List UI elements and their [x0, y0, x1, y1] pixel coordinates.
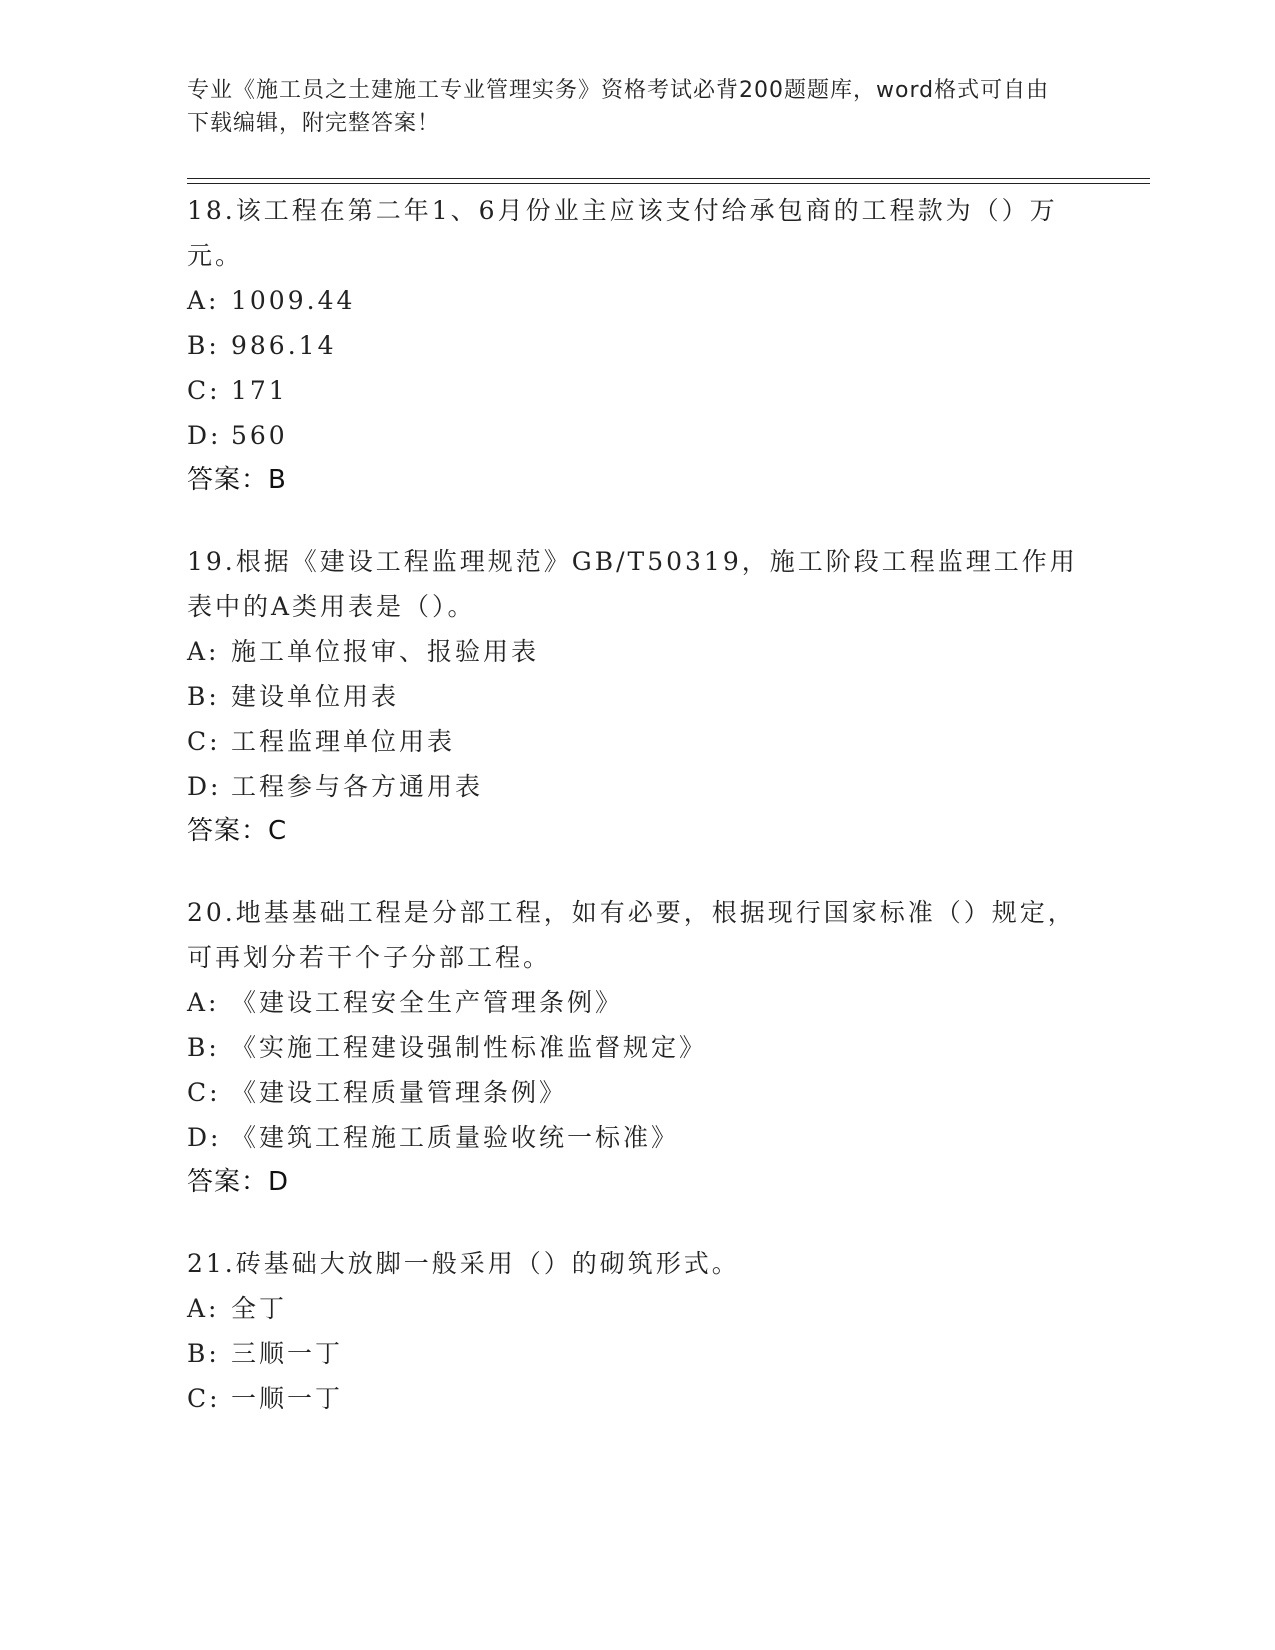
- question-19: [187, 539, 1087, 854]
- question-stem: 19.根据《建设工程监理规范》GB/T50319，施工阶段工程监理工作用表中的A类用表是（）。: [187, 547, 1078, 621]
- option-letter: A:: [187, 637, 220, 666]
- option-text: 1009.44: [231, 286, 356, 315]
- option-text: 一顺一丁: [231, 1384, 344, 1413]
- option-text: 三顺一丁: [231, 1339, 344, 1368]
- option-letter: B:: [187, 331, 220, 360]
- option-d: [187, 764, 1087, 809]
- option-text: 986.14: [231, 331, 337, 360]
- option-letter: D:: [187, 772, 222, 801]
- option-text: 560: [231, 421, 288, 450]
- option-letter: D:: [187, 421, 222, 450]
- question-stem: 20.地基基础工程是分部工程，如有必要，根据现行国家标准（）规定，可再划分若干个子分部工程。: [187, 898, 1076, 972]
- option-text: 工程参与各方通用表: [231, 772, 484, 801]
- header-divider-top: [187, 178, 1150, 179]
- question-21: [187, 1241, 1087, 1421]
- option-d: [187, 1115, 1087, 1160]
- option-text: 建设单位用表: [231, 682, 400, 711]
- option-c: [187, 1376, 1087, 1421]
- option-a: [187, 1286, 1087, 1331]
- option-b: [187, 674, 1087, 719]
- question-20: [187, 890, 1087, 1205]
- option-letter: B:: [187, 682, 220, 711]
- option-text: 全丁: [231, 1294, 288, 1323]
- answer-line: 答案：D: [187, 1167, 290, 1197]
- option-a: [187, 278, 1087, 323]
- option-text: 《建设工程质量管理条例》: [231, 1078, 568, 1107]
- option-b: [187, 1331, 1087, 1376]
- option-c: [187, 1070, 1087, 1115]
- option-a: [187, 629, 1087, 674]
- answer-line: 答案：B: [187, 465, 287, 495]
- document-header: 专业《施工员之土建施工专业管理实务》资格考试必背200题题库，word格式可自由下载编辑，附完整答案！: [187, 78, 1050, 136]
- question-list: [187, 188, 1087, 1457]
- option-letter: D:: [187, 1123, 222, 1152]
- option-text: 施工单位报审、报验用表: [231, 637, 540, 666]
- question-stem: 18.该工程在第二年1、6月份业主应该支付给承包商的工程款为（）万元。: [187, 196, 1058, 270]
- option-text: 171: [231, 376, 288, 405]
- question-stem: 21.砖基础大放脚一般采用（）的砌筑形式。: [187, 1249, 740, 1278]
- option-letter: C:: [187, 727, 221, 756]
- option-d: [187, 413, 1087, 458]
- option-c: [187, 368, 1087, 413]
- option-letter: C:: [187, 1078, 221, 1107]
- option-letter: B:: [187, 1339, 220, 1368]
- question-18: [187, 188, 1087, 503]
- option-text: 《建筑工程施工质量验收统一标准》: [231, 1123, 680, 1152]
- option-c: [187, 719, 1087, 764]
- option-letter: C:: [187, 1384, 221, 1413]
- option-b: [187, 323, 1087, 368]
- header-divider-bottom: [187, 183, 1150, 184]
- option-text: 《建设工程安全生产管理条例》: [231, 988, 624, 1017]
- option-letter: A:: [187, 1294, 220, 1323]
- option-letter: B:: [187, 1033, 220, 1062]
- option-text: 工程监理单位用表: [231, 727, 456, 756]
- option-b: [187, 1025, 1087, 1070]
- option-a: [187, 980, 1087, 1025]
- answer-line: 答案：C: [187, 816, 288, 846]
- option-text: 《实施工程建设强制性标准监督规定》: [231, 1033, 708, 1062]
- option-letter: A:: [187, 286, 220, 315]
- option-letter: A:: [187, 988, 220, 1017]
- option-letter: C:: [187, 376, 221, 405]
